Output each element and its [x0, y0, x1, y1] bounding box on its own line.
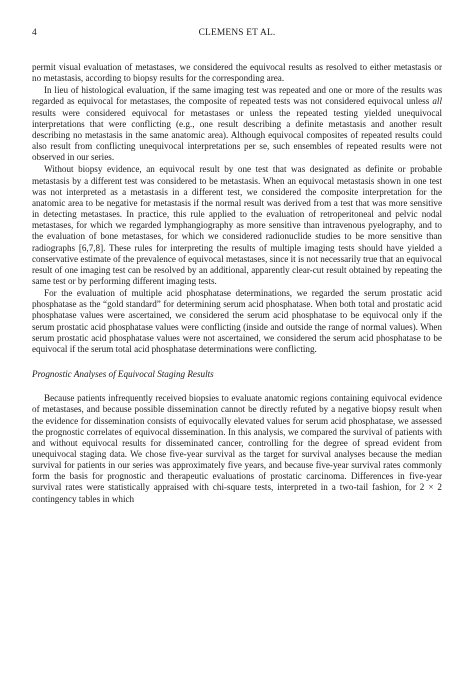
paragraph-continuation: permit visual evaluation of metastases, we considered the equivocal results as resolved to either metastasis or no metastasis, according to biopsy results for the corresponding area. [32, 62, 442, 84]
paragraph-prognostic-analyses: Because patients infrequently received biopsies to evaluate anatomic regions containing equivocal evidence of metastases, and because possible dissemination cannot be directly refuted by a negative biopsy result when the evidence for dissemination consists of equivocally elevated values for serum acid phosphatase, we assessed the prognostic correlates of equivocal dissemination. In this analysis, we compared the survival of patients with and without equivocal results for disseminated cancer, controlling for the degree of spread evident from unequivocal staging data. We chose five-year survival as the target for survival analyses because the median survival for patients in our series was approximately five years, and because five-year survival rates commonly form the basis for prognostic and therapeutic evaluations of prostatic carcinoma. Differences in five-year survival rates were statistically appraised with chi-square tests, interpreted in a two-tail fashion, for 2 × 2 contingency tables in which [32, 393, 442, 504]
page [32, 28, 442, 506]
running-head [32, 28, 442, 44]
emphasis-all: all [432, 96, 442, 107]
page-number: 4 [32, 28, 37, 38]
running-title: CLEMENS ET AL. [198, 28, 276, 38]
section-heading: Prognostic Analyses of Equivocal Staging Results [32, 369, 214, 380]
paragraph-text: results were considered equivocal for metastases or unless the repeated testing yielded unequivocal interpretations that were conflicting (e.g., one result describing a definite metastasis and another result describing no metastasis in the same anatomic area). Although equivocal composites of repeated results could also result from conflicting unequivocal interpretations per se, such ensembles of repeated results were not observed in our series. [32, 107, 442, 163]
body-text [32, 62, 442, 505]
paragraph-acid-phosphatase: For the evaluation of multiple acid phosphatase determinations, we regarded the serum prostatic acid phosphatase as the “gold standard” for determining serum acid phosphatase. When both total and prostatic acid phosphatase values were ascertained, we considered the serum acid phosphatase to be equivocal only if the serum prostatic acid phosphatase values were conflicting (inside and outside the range of normal values). When serum prostatic acid phosphatase values were not ascertained, we considered the serum acid phosphatase to be equivocal if the serum total acid phosphatase determinations were conflicting. [32, 288, 442, 354]
paragraph-repeated-tests [32, 85, 442, 163]
paragraph-text: In lieu of histological evaluation, if the same imaging test was repeated and one or more of the results was regarded as equivocal for metastases, the composite of repeated tests was not considered equivocal unless [32, 85, 442, 107]
paragraph-biopsy-evidence: Without biopsy evidence, an equivocal result by one test that was designated as definite or probable metastasis by a different test was considered to be metastasis. When an equivocal metastasis shown in one test was not interpreted as a metastasis in a different test, we considered the composite interpretation for the anatomic area to be negative for metastasis if the normal result was derived from a test that was more sensitive in detecting metastases. In practice, this rule applied to the evaluation of retroperitoneal and pelvic nodal metastases, for which we regarded lymphangiography as more sensitive than intravenous pyelography, and to the evaluation of bone metastases, for which we considered radionuclide studies to be more sensitive than radiographs [6,7,8]. These rules for interpreting the results of multiple imaging tests should have yielded a conservative estimate of the prevalence of equivocal metastases, since it is not necessarily true that an equivocal result of one imaging test can be resolved by an additional, apparently clear-cut result obtained by repeating the same test or by performing different imaging tests. [32, 164, 442, 286]
